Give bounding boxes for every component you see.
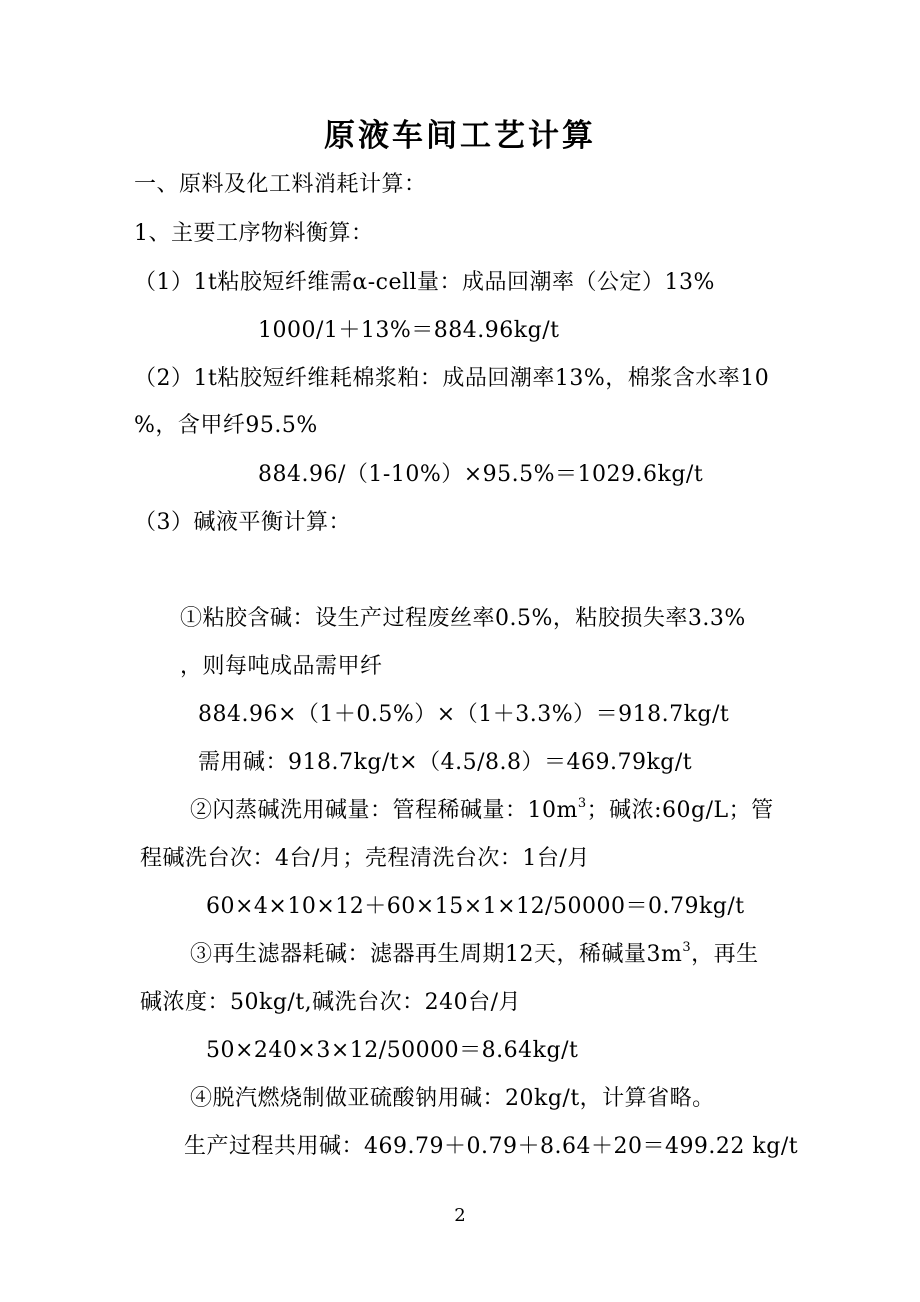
item2-text-line2: %，含甲纤95.5% xyxy=(134,413,318,438)
sub2-line1-b: ；碱浓:60g/L；管 xyxy=(586,798,774,823)
sub1-formula1: 884.96×（1＋0.5%）×（1＋3.3%）＝918.7kg/t xyxy=(198,702,730,727)
total-alkali: 生产过程共用碱：469.79＋0.79＋8.64＋20＝499.22 kg/t xyxy=(184,1134,799,1159)
sub3-formula: 50×240×3×12/50000＝8.64kg/t xyxy=(206,1038,579,1063)
section-heading: 一、原料及化工料消耗计算： xyxy=(134,172,427,197)
item1-formula: 1000/1＋13%＝884.96kg/t xyxy=(258,318,560,343)
item3-heading: （3）碱液平衡计算： xyxy=(134,510,351,535)
page-number: 2 xyxy=(454,1205,466,1226)
sub2-superscript: 3 xyxy=(577,795,587,811)
item2-text-line1: （2）1t粘胶短纤维耗棉浆粕：成品回潮率13%，棉浆含水率10 xyxy=(134,366,770,391)
sub1-line2: ，则每吨成品需甲纤 xyxy=(180,654,383,679)
sub3-superscript: 3 xyxy=(682,939,692,955)
sub3-line1-a: ③再生滤器耗碱：滤器再生周期12天，稀碱量3m xyxy=(190,942,683,967)
sub1-line1: ①粘胶含碱：设生产过程废丝率0.5%，粘胶损失率3.3% xyxy=(180,606,746,631)
item1-text: （1）1t粘胶短纤维需α-cell量：成品回潮率（公定）13% xyxy=(134,270,715,295)
sub2-formula: 60×4×10×12＋60×15×1×12/50000＝0.79kg/t xyxy=(206,894,745,919)
sub1-formula2: 需用碱：918.7kg/t×（4.5/8.8）＝469.79kg/t xyxy=(198,750,693,775)
sub3-line1 xyxy=(190,940,759,970)
sub2-line1 xyxy=(190,796,774,826)
document-title: 原液车间工艺计算 xyxy=(324,118,596,154)
sub3-line1-b: ，再生 xyxy=(691,942,759,967)
sub3-line2: 碱浓度：50kg/t,碱洗台次：240台/月 xyxy=(140,990,522,1015)
subsection-heading: 1、主要工序物料衡算： xyxy=(134,221,374,246)
sub4-text: ④脱汽燃烧制做亚硫酸钠用碱：20kg/t，计算省略。 xyxy=(190,1086,715,1111)
item2-formula: 884.96/（1-10%）×95.5%＝1029.6kg/t xyxy=(258,462,704,487)
sub2-line1-a: ②闪蒸碱洗用碱量：管程稀碱量：10m xyxy=(190,798,578,823)
sub2-line2: 程碱洗台次：4台/月；壳程清洗台次：1台/月 xyxy=(140,846,590,871)
